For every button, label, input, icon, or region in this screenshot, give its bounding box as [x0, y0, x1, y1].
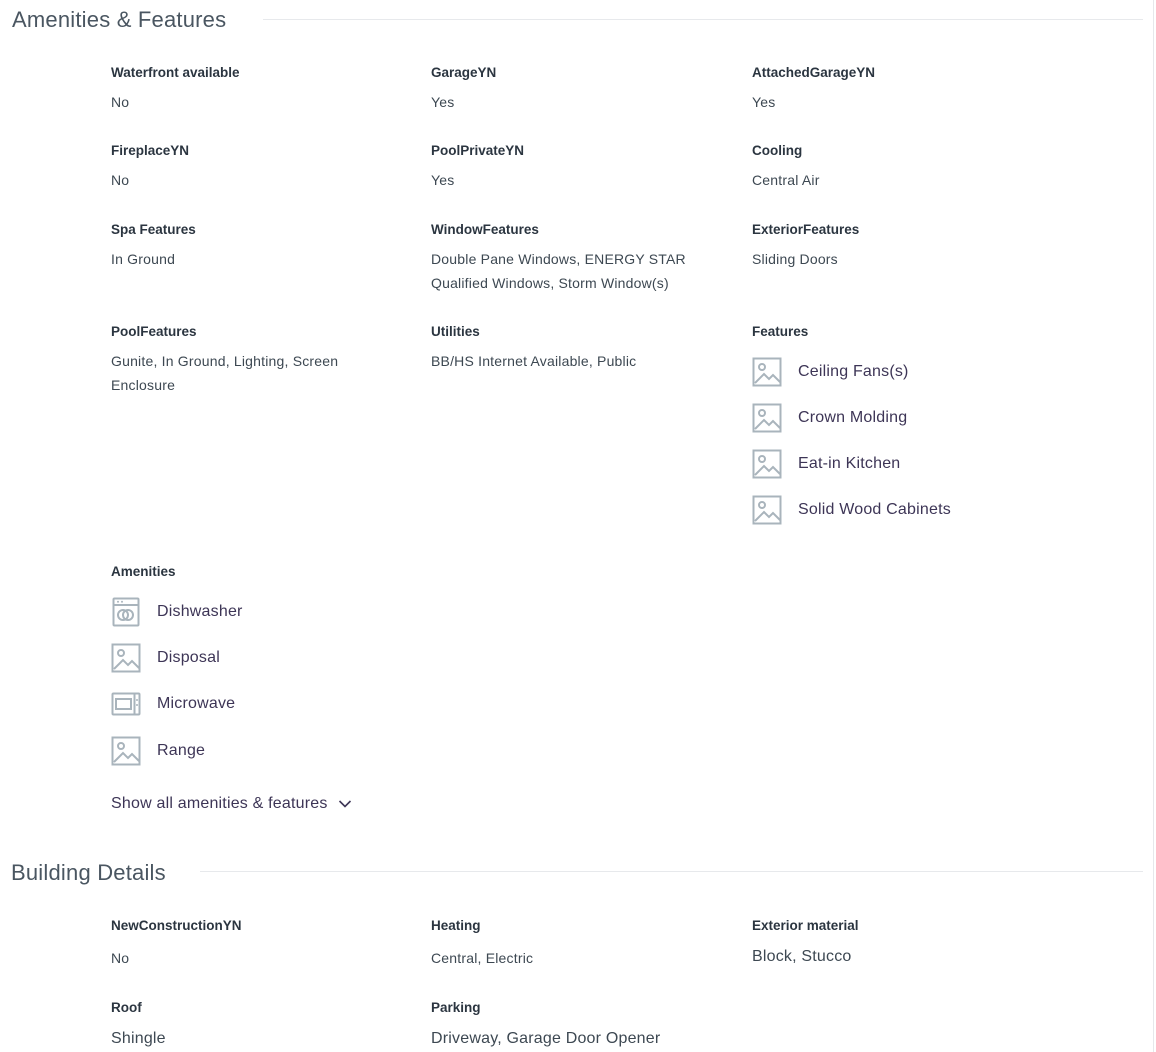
image-placeholder-icon — [111, 643, 141, 673]
field-value-heating: Central, Electric — [431, 950, 534, 966]
field-value-spa-features: In Ground — [111, 251, 176, 267]
field-value-exterior-material: Block, Stucco — [752, 948, 852, 965]
amenity-item-label: Range — [157, 742, 206, 759]
field-value-garage: Yes — [431, 94, 455, 110]
chevron-down-icon — [338, 799, 352, 809]
field-label-spa-features: Spa Features — [111, 222, 196, 237]
amenities-section-divider — [263, 19, 1143, 20]
field-value-roof: Shingle — [111, 1030, 166, 1047]
building-section-divider — [200, 871, 1143, 872]
amenity-item — [111, 596, 243, 628]
show-all-label: Show all amenities & features — [111, 795, 328, 812]
field-label-roof: Roof — [111, 1000, 142, 1015]
show-all-amenities-link[interactable] — [111, 795, 352, 813]
feature-item-label: Eat-in Kitchen — [798, 455, 901, 472]
field-label-attached-garage: AttachedGarageYN — [752, 65, 876, 80]
page-edge-divider — [1153, 0, 1154, 1052]
feature-item — [752, 494, 951, 526]
field-value-pool-private: Yes — [431, 172, 455, 188]
microwave-icon — [111, 689, 141, 719]
building-section-title: Building Details — [11, 860, 166, 885]
image-placeholder-icon — [752, 403, 782, 433]
feature-item — [752, 402, 907, 434]
field-value-parking: Driveway, Garage Door Opener — [431, 1030, 661, 1047]
field-label-pool-private: PoolPrivateYN — [431, 143, 525, 158]
image-placeholder-icon — [752, 495, 782, 525]
field-label-exterior-material: Exterior material — [752, 918, 859, 933]
amenity-item — [111, 642, 220, 674]
field-value-window-features: Double Pane Windows, ENERGY STAR Qualified Windows, Storm Window(s) — [431, 251, 686, 291]
field-value-attached-garage: Yes — [752, 94, 776, 110]
field-value-utilities: BB/HS Internet Available, Public — [431, 353, 637, 369]
amenity-item — [111, 735, 205, 767]
image-placeholder-icon — [111, 736, 141, 766]
field-label-heating: Heating — [431, 918, 481, 933]
field-label-pool-features: PoolFeatures — [111, 324, 197, 339]
field-label-new-construction: NewConstructionYN — [111, 918, 242, 933]
field-label-fireplace: FireplaceYN — [111, 143, 190, 158]
field-value-cooling: Central Air — [752, 172, 820, 188]
field-label-cooling: Cooling — [752, 143, 803, 158]
field-value-new-construction: No — [111, 950, 130, 966]
field-value-fireplace: No — [111, 172, 130, 188]
feature-item — [752, 356, 909, 388]
amenities-label: Amenities — [111, 564, 176, 579]
feature-item-label: Crown Molding — [798, 409, 908, 426]
field-label-parking: Parking — [431, 1000, 481, 1015]
amenity-item-label: Microwave — [157, 695, 236, 712]
features-label: Features — [752, 324, 809, 339]
field-label-window-features: WindowFeatures — [431, 222, 539, 237]
amenity-item — [111, 688, 235, 720]
field-label-exterior-features: ExteriorFeatures — [752, 222, 860, 237]
dishwasher-icon — [111, 597, 141, 627]
field-value-exterior-features: Sliding Doors — [752, 251, 838, 267]
field-label-utilities: Utilities — [431, 324, 480, 339]
amenity-item-label: Dishwasher — [157, 603, 243, 620]
field-value-pool-features: Gunite, In Ground, Lighting, Screen Enclosure — [111, 353, 339, 393]
field-value-waterfront: No — [111, 94, 130, 110]
amenity-item-label: Disposal — [157, 649, 220, 666]
field-label-waterfront: Waterfront available — [111, 65, 240, 80]
image-placeholder-icon — [752, 449, 782, 479]
image-placeholder-icon — [752, 357, 782, 387]
amenities-section-title: Amenities & Features — [12, 7, 227, 32]
feature-item — [752, 448, 900, 480]
feature-item-label: Ceiling Fans(s) — [798, 363, 909, 380]
feature-item-label: Solid Wood Cabinets — [798, 501, 951, 518]
field-label-garage: GarageYN — [431, 65, 497, 80]
